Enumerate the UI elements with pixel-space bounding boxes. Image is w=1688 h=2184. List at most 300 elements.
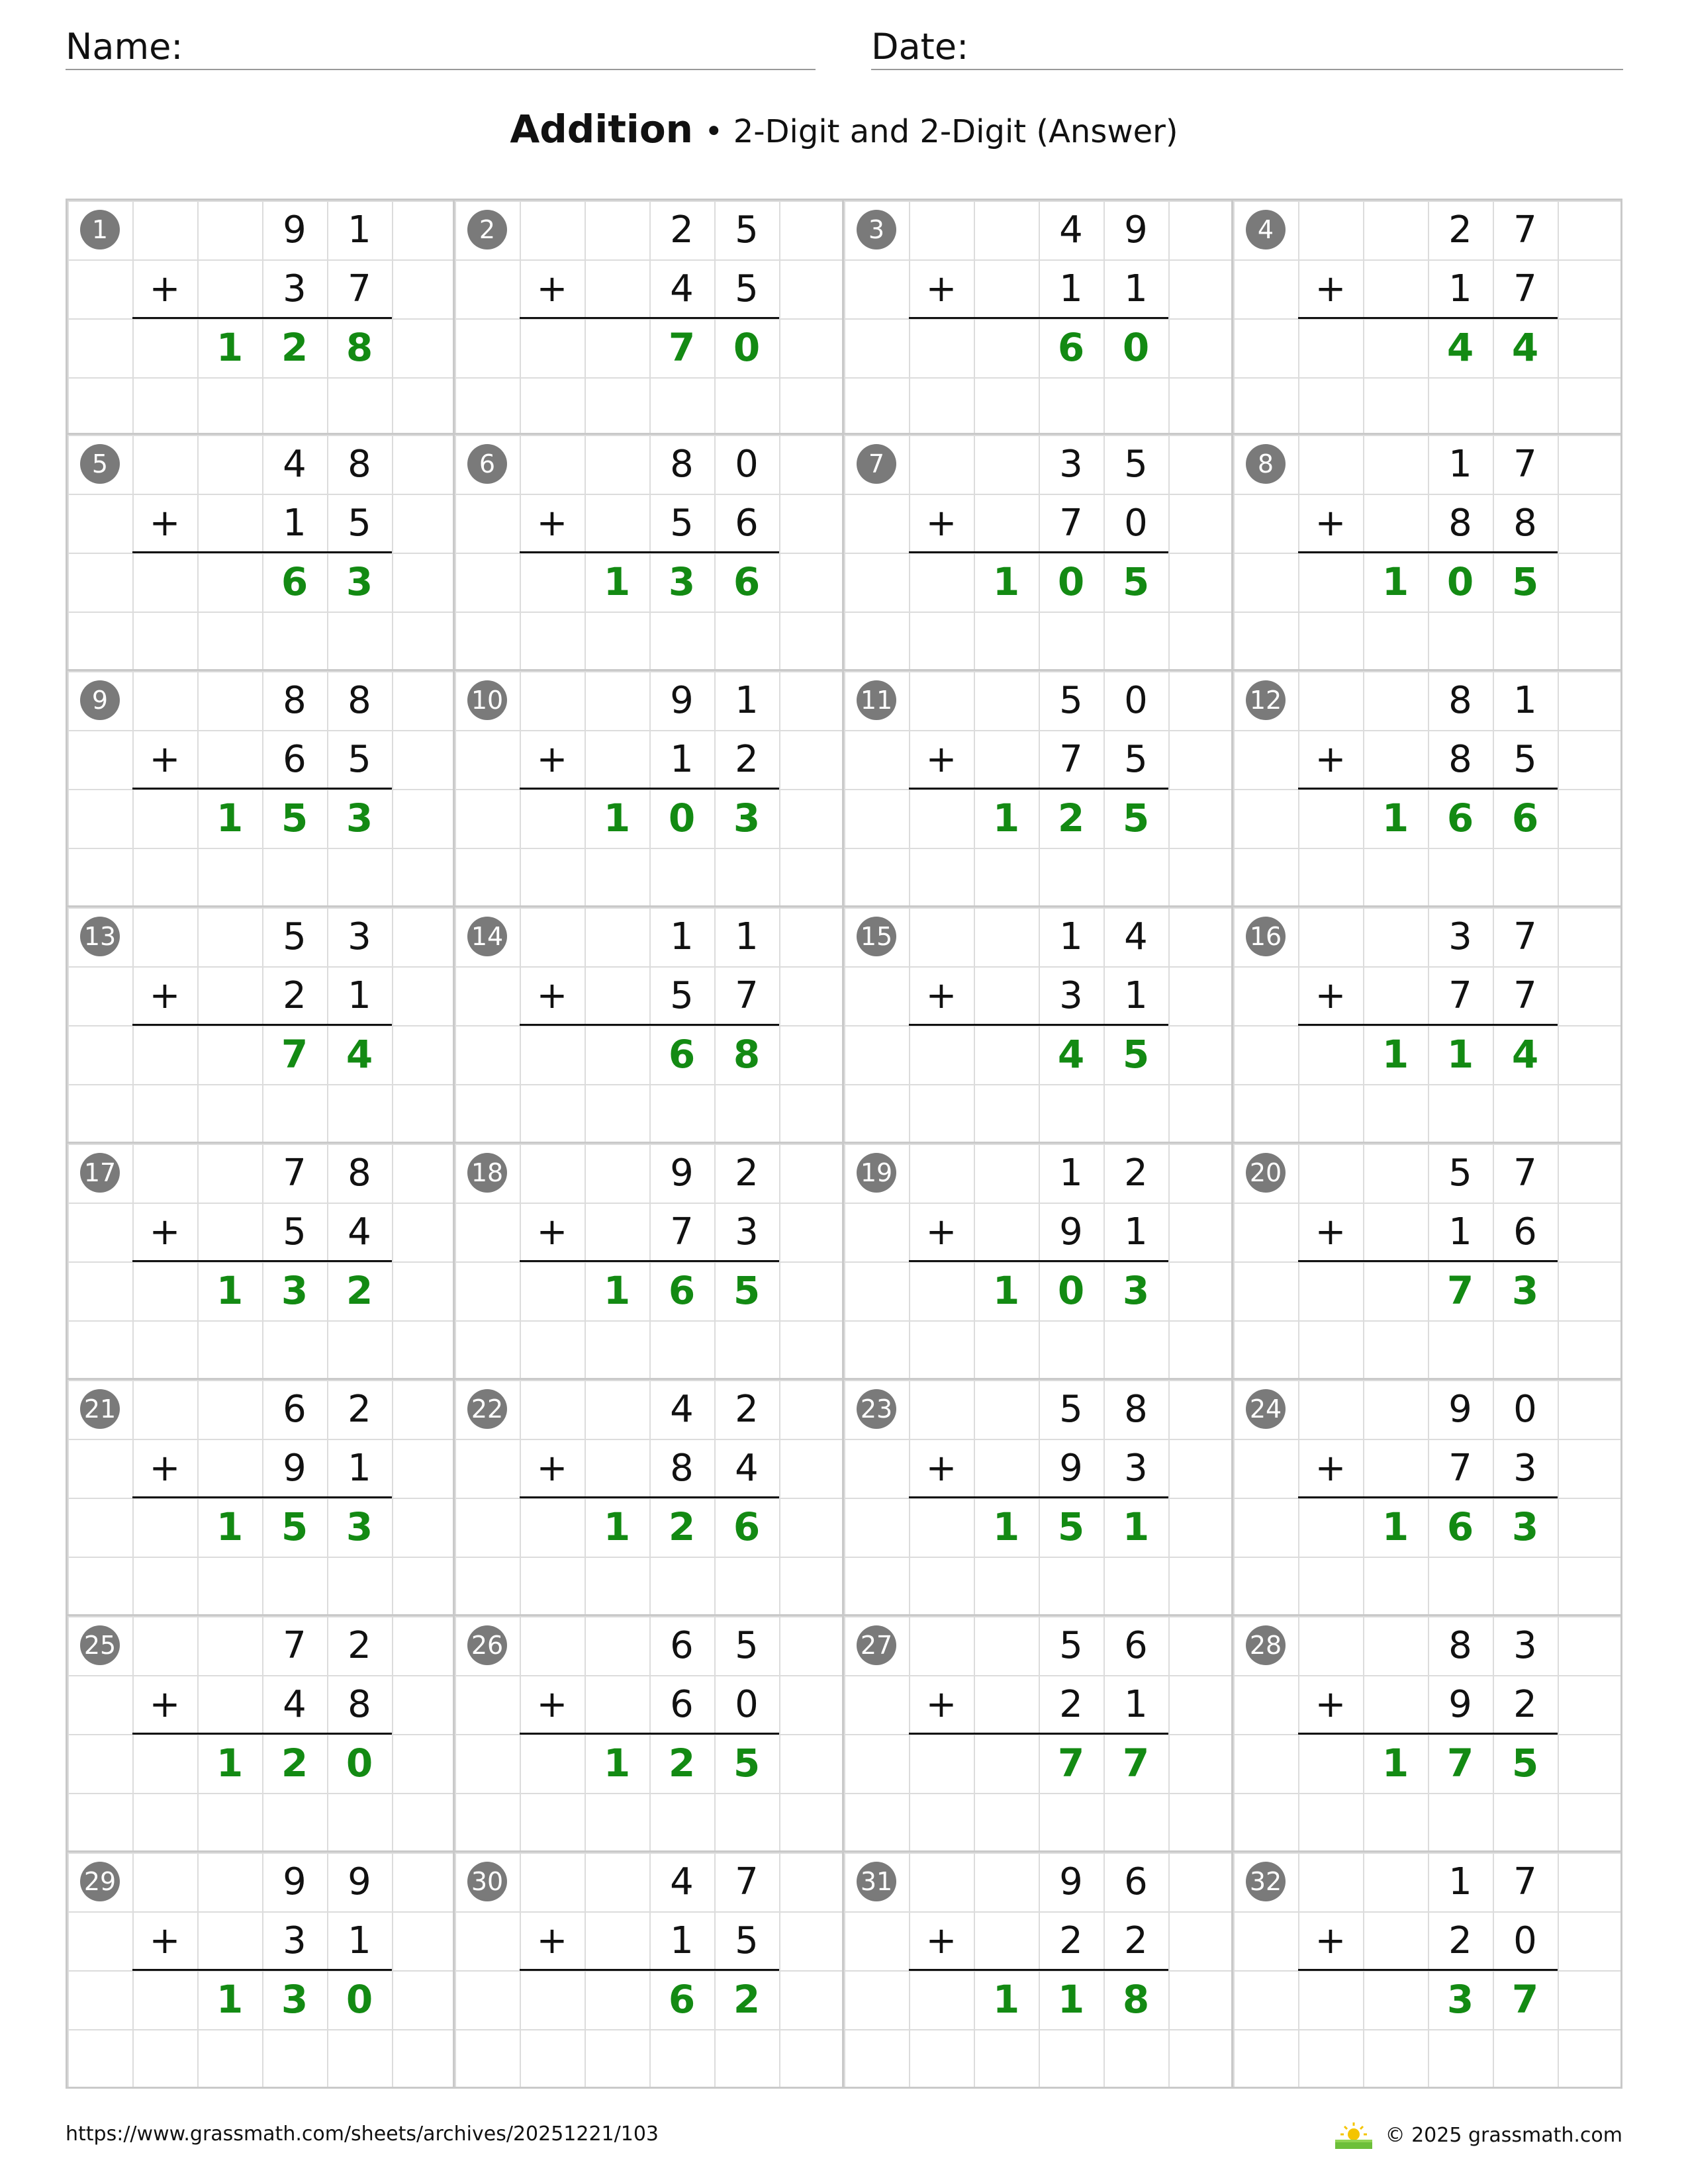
addend-bottom-digit: 9	[1059, 1447, 1083, 1490]
addend-top-digit: 0	[1513, 1388, 1537, 1431]
addend-bottom-digit: 4	[348, 1210, 371, 1253]
answer-digit: 4	[1511, 325, 1539, 370]
addend-top-digit: 2	[348, 1624, 371, 1667]
problem-22	[455, 1380, 844, 1616]
answer-digit: 1	[1057, 1977, 1085, 2022]
problem-number-badge: 13	[80, 917, 120, 956]
problem-number-badge: 31	[857, 1862, 896, 1901]
answer-digit: 6	[668, 1977, 696, 2022]
plus-sign: +	[536, 502, 568, 545]
addend-top-digit: 3	[1513, 1624, 1537, 1667]
copyright-text: © 2025 grassmath.com	[1385, 2124, 1622, 2147]
plus-sign: +	[1315, 502, 1346, 545]
addend-top-digit: 3	[1448, 915, 1472, 958]
problem-18	[455, 1144, 844, 1380]
addend-top-digit: 9	[670, 1152, 694, 1195]
addend-top-digit: 1	[1448, 1860, 1472, 1903]
answer-digit: 6	[1446, 796, 1474, 841]
footer-url: https://www.grassmath.com/sheets/archives/20251221/103	[66, 2122, 659, 2146]
answer-digit: 7	[1446, 1741, 1474, 1786]
problem-number-badge: 21	[80, 1389, 120, 1429]
plus-sign: +	[1315, 974, 1346, 1017]
answer-digit: 1	[603, 796, 631, 841]
problem-number-badge: 18	[467, 1153, 507, 1193]
answer-digit: 0	[1057, 559, 1085, 604]
plus-sign: +	[1315, 1683, 1346, 1726]
addend-top-digit: 9	[670, 679, 694, 722]
title-subtitle: • 2-Digit and 2-Digit (Answer)	[704, 113, 1178, 150]
answer-digit: 5	[281, 1504, 308, 1549]
problem-number-badge: 7	[857, 444, 896, 484]
addend-bottom-digit: 7	[670, 1210, 694, 1253]
problem-25	[66, 1616, 455, 1852]
addend-top-digit: 9	[348, 1860, 371, 1903]
addend-bottom-digit: 0	[1124, 502, 1148, 545]
problem-number-badge: 10	[467, 680, 507, 720]
addend-top-digit: 4	[670, 1388, 694, 1431]
problem-number-badge: 17	[80, 1153, 120, 1193]
plus-sign: +	[149, 267, 181, 310]
addend-top-digit: 8	[348, 679, 371, 722]
plus-sign: +	[536, 974, 568, 1017]
addend-bottom-digit: 8	[348, 1683, 371, 1726]
answer-digit: 7	[1511, 1977, 1539, 2022]
footer-copyright	[1334, 2121, 1622, 2150]
problem-number-badge: 29	[80, 1862, 120, 1901]
addend-top-digit: 5	[735, 1624, 759, 1667]
addend-bottom-digit: 5	[670, 974, 694, 1017]
answer-digit: 1	[216, 1268, 244, 1313]
plus-sign: +	[925, 738, 957, 781]
answer-digit: 3	[1446, 1977, 1474, 2022]
problem-5	[66, 435, 455, 671]
problem-number-badge: 27	[857, 1625, 896, 1665]
addend-bottom-digit: 1	[1124, 267, 1148, 310]
answer-digit: 3	[281, 1977, 308, 2022]
problem-number-badge: 11	[857, 680, 896, 720]
answer-digit: 4	[1446, 325, 1474, 370]
addend-top-digit: 9	[1448, 1388, 1472, 1431]
problem-number-badge: 28	[1246, 1625, 1286, 1665]
problem-grid	[66, 199, 1623, 2089]
addend-top-digit: 5	[735, 208, 759, 251]
problem-number-badge: 3	[857, 210, 896, 250]
answer-digit: 7	[1122, 1741, 1150, 1786]
addend-bottom-digit: 7	[1059, 502, 1083, 545]
answer-digit: 1	[1446, 1032, 1474, 1077]
plus-sign: +	[1315, 1919, 1346, 1962]
addend-bottom-digit: 8	[1448, 738, 1472, 781]
addend-top-digit: 2	[670, 208, 694, 251]
addend-bottom-digit: 7	[1513, 974, 1537, 1017]
answer-digit: 1	[603, 1741, 631, 1786]
problem-number-badge: 6	[467, 444, 507, 484]
addend-bottom-digit: 7	[1513, 267, 1537, 310]
answer-digit: 1	[1382, 796, 1409, 841]
addend-bottom-digit: 3	[1059, 974, 1083, 1017]
problem-number-badge: 26	[467, 1625, 507, 1665]
plus-sign: +	[1315, 267, 1346, 310]
plus-sign: +	[149, 1919, 181, 1962]
problem-number-badge: 14	[467, 917, 507, 956]
addend-bottom-digit: 1	[348, 1919, 371, 1962]
addend-top-digit: 0	[735, 443, 759, 486]
answer-digit: 1	[216, 1504, 244, 1549]
problem-29	[66, 1852, 455, 2089]
addend-top-digit: 8	[348, 1152, 371, 1195]
plus-sign: +	[149, 738, 181, 781]
addend-bottom-digit: 9	[1059, 1210, 1083, 1253]
problem-30	[455, 1852, 844, 2089]
name-label: Name:	[66, 26, 183, 68]
answer-digit: 5	[1511, 1741, 1539, 1786]
answer-digit: 6	[668, 1032, 696, 1077]
date-field[interactable]	[871, 25, 1623, 70]
answer-digit: 1	[992, 1504, 1020, 1549]
problem-number-badge: 19	[857, 1153, 896, 1193]
answer-digit: 5	[1122, 559, 1150, 604]
answer-digit: 7	[1057, 1741, 1085, 1786]
addend-bottom-digit: 4	[283, 1683, 306, 1726]
problem-20	[1233, 1144, 1622, 1380]
addend-bottom-digit: 3	[735, 1210, 759, 1253]
addend-top-digit: 3	[1059, 443, 1083, 486]
answer-digit: 4	[346, 1032, 373, 1077]
answer-digit: 6	[1057, 325, 1085, 370]
plus-sign: +	[925, 974, 957, 1017]
problem-9	[66, 671, 455, 907]
answer-digit: 5	[281, 796, 308, 841]
addend-bottom-digit: 0	[735, 1683, 759, 1726]
addend-top-digit: 6	[1124, 1860, 1148, 1903]
answer-digit: 2	[733, 1977, 761, 2022]
answer-digit: 1	[216, 1741, 244, 1786]
answer-digit: 7	[668, 325, 696, 370]
addend-top-digit: 9	[283, 208, 306, 251]
answer-digit: 0	[1057, 1268, 1085, 1313]
addend-bottom-digit: 3	[283, 1919, 306, 1962]
addend-bottom-digit: 2	[735, 738, 759, 781]
addend-bottom-digit: 0	[1513, 1919, 1537, 1962]
addend-bottom-digit: 5	[670, 502, 694, 545]
addend-bottom-digit: 1	[670, 1919, 694, 1962]
answer-digit: 5	[1122, 1032, 1150, 1077]
plus-sign: +	[1315, 1210, 1346, 1253]
addend-bottom-digit: 1	[1448, 267, 1472, 310]
addend-bottom-digit: 8	[1513, 502, 1537, 545]
answer-digit: 0	[1446, 559, 1474, 604]
addend-top-digit: 5	[1448, 1152, 1472, 1195]
plus-sign: +	[149, 1683, 181, 1726]
problem-28	[1233, 1616, 1622, 1852]
addend-top-digit: 6	[283, 1388, 306, 1431]
problem-15	[844, 907, 1233, 1144]
answer-digit: 2	[668, 1504, 696, 1549]
answer-digit: 0	[1122, 325, 1150, 370]
answer-digit: 1	[603, 559, 631, 604]
title-main: Addition	[510, 107, 693, 152]
addend-top-digit: 7	[1513, 1152, 1537, 1195]
problem-number-badge: 23	[857, 1389, 896, 1429]
answer-digit: 2	[281, 325, 308, 370]
addend-top-digit: 5	[1059, 1624, 1083, 1667]
problem-32	[1233, 1852, 1622, 2089]
addend-top-digit: 8	[348, 443, 371, 486]
problem-14	[455, 907, 844, 1144]
addend-top-digit: 1	[1448, 443, 1472, 486]
addend-bottom-digit: 3	[283, 267, 306, 310]
answer-digit: 7	[281, 1032, 308, 1077]
addend-top-digit: 8	[1124, 1388, 1148, 1431]
addend-top-digit: 0	[1124, 679, 1148, 722]
problem-number-badge: 4	[1246, 210, 1286, 250]
answer-digit: 3	[346, 559, 373, 604]
addend-top-digit: 1	[1059, 1152, 1083, 1195]
addend-bottom-digit: 1	[1124, 1683, 1148, 1726]
answer-digit: 6	[1511, 796, 1539, 841]
plus-sign: +	[149, 1210, 181, 1253]
answer-digit: 1	[1382, 1741, 1409, 1786]
addend-bottom-digit: 1	[670, 738, 694, 781]
answer-digit: 5	[1057, 1504, 1085, 1549]
problem-number-badge: 12	[1246, 680, 1286, 720]
problem-19	[844, 1144, 1233, 1380]
addend-bottom-digit: 5	[348, 502, 371, 545]
answer-digit: 0	[733, 325, 761, 370]
answer-digit: 8	[733, 1032, 761, 1077]
answer-digit: 3	[281, 1268, 308, 1313]
addend-bottom-digit: 8	[1448, 502, 1472, 545]
answer-digit: 3	[346, 1504, 373, 1549]
answer-digit: 6	[281, 559, 308, 604]
addend-bottom-digit: 2	[1513, 1683, 1537, 1726]
answer-digit: 1	[216, 796, 244, 841]
plus-sign: +	[925, 267, 957, 310]
addend-top-digit: 1	[670, 915, 694, 958]
answer-digit: 3	[733, 796, 761, 841]
addend-top-digit: 1	[1513, 679, 1537, 722]
problem-26	[455, 1616, 844, 1852]
addend-bottom-digit: 1	[1059, 267, 1083, 310]
addend-bottom-digit: 7	[348, 267, 371, 310]
answer-digit: 0	[668, 796, 696, 841]
answer-digit: 2	[1057, 796, 1085, 841]
answer-digit: 3	[1511, 1268, 1539, 1313]
answer-digit: 8	[1122, 1977, 1150, 2022]
addend-top-digit: 4	[1059, 208, 1083, 251]
addend-top-digit: 5	[1059, 1388, 1083, 1431]
answer-digit: 8	[346, 325, 373, 370]
answer-digit: 3	[668, 559, 696, 604]
answer-digit: 1	[992, 559, 1020, 604]
addend-bottom-digit: 9	[1448, 1683, 1472, 1726]
answer-digit: 7	[1446, 1268, 1474, 1313]
problem-17	[66, 1144, 455, 1380]
addend-bottom-digit: 2	[1059, 1683, 1083, 1726]
plus-sign: +	[925, 1447, 957, 1490]
answer-digit: 5	[733, 1741, 761, 1786]
problem-7	[844, 435, 1233, 671]
addend-top-digit: 8	[283, 679, 306, 722]
addend-top-digit: 9	[1059, 1860, 1083, 1903]
addend-bottom-digit: 7	[1059, 738, 1083, 781]
answer-digit: 5	[1511, 559, 1539, 604]
addend-top-digit: 5	[1124, 443, 1148, 486]
addend-bottom-digit: 6	[735, 502, 759, 545]
problem-number-badge: 8	[1246, 444, 1286, 484]
problem-11	[844, 671, 1233, 907]
addend-top-digit: 3	[348, 915, 371, 958]
answer-digit: 1	[1382, 559, 1409, 604]
problem-27	[844, 1616, 1233, 1852]
problem-8	[1233, 435, 1622, 671]
addend-bottom-digit: 7	[735, 974, 759, 1017]
addend-top-digit: 2	[735, 1152, 759, 1195]
addend-top-digit: 9	[283, 1860, 306, 1903]
addend-bottom-digit: 5	[348, 738, 371, 781]
addend-top-digit: 7	[1513, 208, 1537, 251]
addend-top-digit: 5	[1059, 679, 1083, 722]
plus-sign: +	[536, 738, 568, 781]
problem-4	[1233, 199, 1622, 435]
plus-sign: +	[925, 1683, 957, 1726]
problem-number-badge: 22	[467, 1389, 507, 1429]
plus-sign: +	[536, 267, 568, 310]
addend-bottom-digit: 4	[670, 267, 694, 310]
sun-over-grass-icon	[1334, 2121, 1374, 2150]
addend-top-digit: 2	[735, 1388, 759, 1431]
addend-top-digit: 2	[1448, 208, 1472, 251]
addend-bottom-digit: 4	[735, 1447, 759, 1490]
answer-digit: 3	[1511, 1504, 1539, 1549]
answer-digit: 3	[346, 796, 373, 841]
plus-sign: +	[149, 974, 181, 1017]
answer-digit: 1	[992, 796, 1020, 841]
problem-number-badge: 9	[80, 680, 120, 720]
addend-top-digit: 2	[1124, 1152, 1148, 1195]
problem-6	[455, 435, 844, 671]
addend-top-digit: 8	[1448, 679, 1472, 722]
problem-23	[844, 1380, 1233, 1616]
addend-bottom-digit: 5	[735, 267, 759, 310]
answer-digit: 1	[216, 325, 244, 370]
addend-top-digit: 5	[283, 915, 306, 958]
addend-top-digit: 1	[348, 208, 371, 251]
problem-21	[66, 1380, 455, 1616]
problem-number-badge: 2	[467, 210, 507, 250]
addend-top-digit: 7	[283, 1624, 306, 1667]
addend-top-digit: 4	[1124, 915, 1148, 958]
addend-bottom-digit: 2	[1448, 1919, 1472, 1962]
addend-bottom-digit: 2	[283, 974, 306, 1017]
answer-digit: 5	[1122, 796, 1150, 841]
problem-2	[455, 199, 844, 435]
plus-sign: +	[149, 1447, 181, 1490]
addend-bottom-digit: 5	[1124, 738, 1148, 781]
answer-digit: 1	[603, 1268, 631, 1313]
addend-top-digit: 9	[1124, 208, 1148, 251]
answer-digit: 1	[603, 1504, 631, 1549]
problem-number-badge: 20	[1246, 1153, 1286, 1193]
addend-top-digit: 7	[283, 1152, 306, 1195]
addend-bottom-digit: 5	[283, 1210, 306, 1253]
answer-digit: 1	[1122, 1504, 1150, 1549]
addend-bottom-digit: 6	[283, 738, 306, 781]
plus-sign: +	[536, 1210, 568, 1253]
problem-number-badge: 30	[467, 1862, 507, 1901]
plus-sign: +	[925, 1210, 957, 1253]
addend-bottom-digit: 3	[1124, 1447, 1148, 1490]
addend-top-digit: 1	[735, 915, 759, 958]
problem-number-badge: 24	[1246, 1389, 1286, 1429]
problem-3	[844, 199, 1233, 435]
answer-digit: 1	[992, 1977, 1020, 2022]
answer-digit: 5	[733, 1268, 761, 1313]
plus-sign: +	[925, 1919, 957, 1962]
addend-bottom-digit: 5	[735, 1919, 759, 1962]
addend-bottom-digit: 2	[1124, 1919, 1148, 1962]
answer-digit: 2	[281, 1741, 308, 1786]
problem-number-badge: 1	[80, 210, 120, 250]
addend-bottom-digit: 9	[283, 1447, 306, 1490]
addend-bottom-digit: 6	[670, 1683, 694, 1726]
plus-sign: +	[536, 1447, 568, 1490]
problem-number-badge: 32	[1246, 1862, 1286, 1901]
date-label: Date:	[871, 26, 969, 68]
addend-bottom-digit: 5	[1513, 738, 1537, 781]
answer-digit: 0	[346, 1741, 373, 1786]
plus-sign: +	[1315, 738, 1346, 781]
addend-bottom-digit: 2	[1059, 1919, 1083, 1962]
problem-number-badge: 5	[80, 444, 120, 484]
addend-top-digit: 4	[670, 1860, 694, 1903]
addend-bottom-digit: 1	[283, 502, 306, 545]
problem-12	[1233, 671, 1622, 907]
name-field[interactable]	[66, 25, 816, 70]
plus-sign: +	[1315, 1447, 1346, 1490]
problem-24	[1233, 1380, 1622, 1616]
problem-16	[1233, 907, 1622, 1144]
addend-bottom-digit: 1	[1448, 1210, 1472, 1253]
plus-sign: +	[536, 1919, 568, 1962]
answer-digit: 1	[992, 1268, 1020, 1313]
answer-digit: 6	[668, 1268, 696, 1313]
addend-bottom-digit: 6	[1513, 1210, 1537, 1253]
addend-top-digit: 2	[348, 1388, 371, 1431]
answer-digit: 1	[216, 1977, 244, 2022]
answer-digit: 6	[1446, 1504, 1474, 1549]
addend-bottom-digit: 7	[1448, 1447, 1472, 1490]
worksheet-title	[0, 106, 1688, 155]
problem-13	[66, 907, 455, 1144]
answer-digit: 2	[346, 1268, 373, 1313]
addend-top-digit: 6	[1124, 1624, 1148, 1667]
answer-digit: 4	[1511, 1032, 1539, 1077]
addend-top-digit: 7	[1513, 1860, 1537, 1903]
answer-digit: 0	[346, 1977, 373, 2022]
addend-top-digit: 8	[670, 443, 694, 486]
answer-digit: 6	[733, 559, 761, 604]
addend-top-digit: 8	[1448, 1624, 1472, 1667]
addend-top-digit: 1	[1059, 915, 1083, 958]
addend-top-digit: 1	[735, 679, 759, 722]
problem-31	[844, 1852, 1233, 2089]
addend-bottom-digit: 1	[348, 974, 371, 1017]
answer-digit: 6	[733, 1504, 761, 1549]
answer-digit: 3	[1122, 1268, 1150, 1313]
addend-top-digit: 7	[735, 1860, 759, 1903]
answer-digit: 4	[1057, 1032, 1085, 1077]
